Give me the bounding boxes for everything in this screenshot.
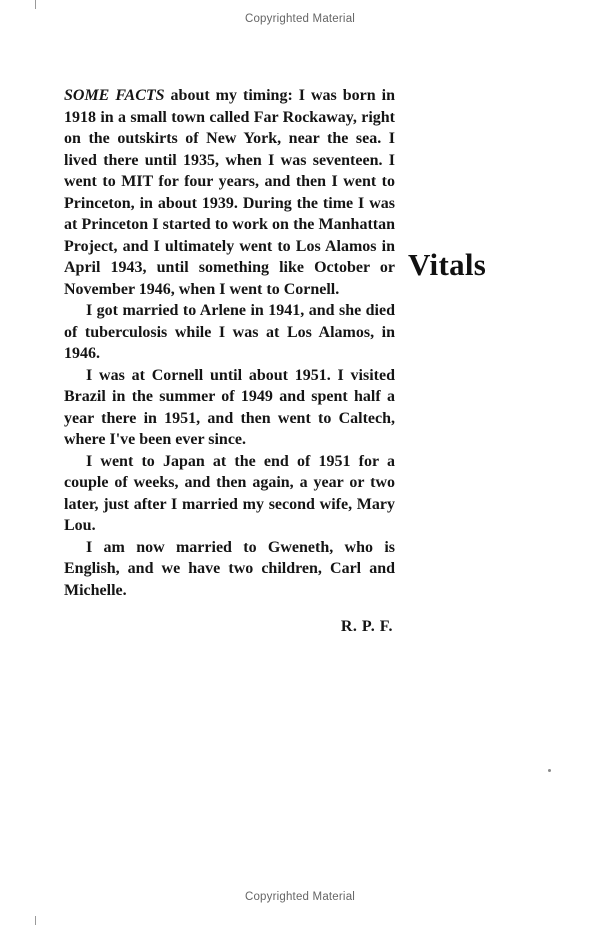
copyright-notice-bottom: Copyrighted Material	[244, 891, 356, 903]
body-text-block	[64, 85, 395, 638]
paragraph-5: I am now married to Gweneth, who is English, and we have two children, Carl and Michelle.	[64, 538, 395, 599]
copyright-notice-top: Copyrighted Material	[244, 13, 356, 25]
paragraph-1	[64, 85, 395, 300]
paragraph-2: I got married to Arlene in 1941, and she died of tuberculosis while I was at Los Alamos, in 1946.	[64, 302, 395, 362]
stray-dot-mark	[548, 769, 551, 772]
scan-edge-mark-bottom	[35, 916, 36, 925]
paragraph-3: I was at Cornell until about 1951. I visited Brazil in the summer of 1949 and spent half a year there in 1951, and then went to Caltech, where I've been ever since.	[64, 366, 395, 448]
lead-in-phrase: SOME FACTS	[64, 87, 165, 104]
chapter-title: Vitals	[408, 247, 487, 282]
paragraph-1-text: about my timing: I was born in 1918 in a small town called Far Rockaway, right on the outskirts of New York, near the sea. I lived there until 1935, when I was seventeen. I went to MIT for four years, and then I went to Princeton, in about 1939. During the time I was at Princeton I started to work on the Manhattan Project, and I ultimately went to Los Alamos in April 1943, until something like October or November 1946, when I went to Cornell.	[64, 87, 395, 298]
author-initials: R. P. F.	[340, 618, 393, 635]
paragraph-4: I went to Japan at the end of 1951 for a couple of weeks, and then again, a year or two later, just after I married my second wife, Mary Lou.	[64, 452, 395, 534]
scan-edge-mark-top	[35, 0, 36, 9]
